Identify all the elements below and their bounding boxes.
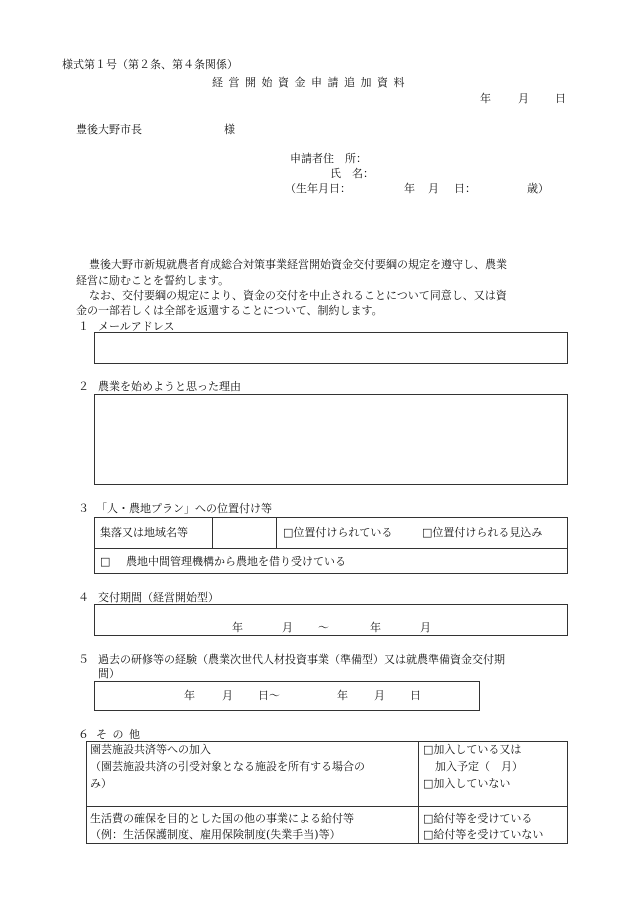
section-5-label-line-2: 間） [98, 667, 120, 680]
section-4-label: 交付期間（経営開始型） [98, 591, 219, 604]
section-2-label: 農業を始めようと思った理由 [98, 380, 241, 393]
section-6-label: そ の 他 [96, 728, 141, 741]
training-period-box[interactable] [94, 681, 480, 711]
pledge-line-4: 金の一部若しくは全部を返還することについて、制約します。 [76, 304, 383, 317]
training-from-day: 日～ [258, 689, 280, 702]
section-3-number: ３ [78, 502, 89, 515]
section-4-number: ４ [78, 591, 89, 604]
section-2-number: ２ [78, 380, 89, 393]
section-3-label: 「人・農地プラン」への位置付け等 [96, 502, 272, 515]
training-from-month: 月 [222, 689, 233, 702]
option-leasing-checkbox[interactable]: □ [100, 555, 111, 568]
plan-table-row-divider [94, 548, 568, 549]
other-table-row-divider [86, 806, 568, 807]
applicant-birth-age: 歳） [527, 182, 549, 195]
date-year: 年 [480, 92, 491, 105]
section-5-label-line-1: 過去の研修等の経験（農業次世代人材投資事業（準備型）又は就農準備資金交付期 [98, 653, 505, 666]
period-from-month: 月 [282, 621, 293, 634]
benefit-option-receiving[interactable]: □給付等を受けている [423, 812, 533, 825]
period-to-month: 月 [420, 621, 431, 634]
benefit-line-2: （例：生活保護制度、雇用保険制度(失業手当)等） [90, 828, 341, 841]
insurance-option-planned: 加入予定（ 月） [435, 760, 523, 773]
period-to-year: 年 [370, 621, 381, 634]
period-box[interactable] [94, 604, 568, 636]
plan-area-label: 集落又は地域名等 [100, 526, 188, 539]
training-to-year: 年 [337, 689, 348, 702]
benefit-line-1: 生活費の確保を目的とした国の他の事業による給付等 [90, 812, 354, 825]
pledge-line-1: 豊後大野市新規就農者育成総合対策事業経営開始資金交付要綱の規定を遵守し、農業 [89, 258, 507, 271]
section-1-number: １ [78, 320, 89, 333]
insurance-line-1: 園芸施設共済等への加入 [90, 743, 211, 756]
date-day: 日 [555, 92, 566, 105]
document-title: 経 営 開 始 資 金 申 請 追 加 資 料 [212, 76, 406, 89]
training-to-month: 月 [374, 689, 385, 702]
other-table-col-divider [418, 741, 419, 844]
applicant-birth-year: 年 [404, 182, 415, 195]
training-from-year: 年 [184, 689, 195, 702]
benefit-option-not-receiving[interactable]: □給付等を受けていない [423, 828, 544, 841]
insurance-line-2: （園芸施設共済の引受対象となる施設を所有する場合の [90, 760, 365, 773]
section-6-number: ６ [78, 728, 89, 741]
email-input-box[interactable] [94, 332, 568, 364]
option-positioned[interactable]: □位置付けられている [283, 526, 393, 539]
insurance-option-not-joined[interactable]: □加入していない [423, 777, 511, 790]
date-month: 月 [518, 92, 529, 105]
reason-input-box[interactable] [94, 394, 568, 485]
period-tilde: ～ [318, 621, 329, 634]
applicant-birth-label: （生年月日： [285, 182, 351, 195]
pledge-line-2: 経営に励むことを誓約します。 [76, 274, 230, 287]
option-expected[interactable]: □位置付けられる見込み [422, 526, 543, 539]
section-5-number: ５ [78, 653, 89, 666]
applicant-birth-month: 月 [428, 182, 439, 195]
insurance-line-3: み） [90, 777, 112, 790]
plan-table-col-divider-2 [276, 517, 277, 548]
training-to-day: 日 [410, 689, 421, 702]
section-1-label: メールアドレス [98, 320, 175, 333]
plan-area-input[interactable] [213, 518, 275, 547]
pledge-line-3: なお、交付要綱の規定により、資金の交付を中止されることについて同意し、又は資 [89, 289, 507, 302]
option-leasing-label: 農地中間管理機構から農地を借り受けている [126, 555, 346, 568]
insurance-option-joined[interactable]: □加入している又は [423, 743, 522, 756]
applicant-address-label: 申請者住 所： [290, 152, 367, 165]
period-from-year: 年 [232, 621, 243, 634]
form-number: 様式第１号（第２条、第４条関係） [62, 58, 238, 71]
applicant-name-label: 氏 名： [330, 167, 374, 180]
addressee-mayor: 豊後大野市長 [76, 123, 142, 136]
addressee-honorific: 様 [224, 123, 235, 136]
applicant-birth-day: 日： [454, 182, 476, 195]
